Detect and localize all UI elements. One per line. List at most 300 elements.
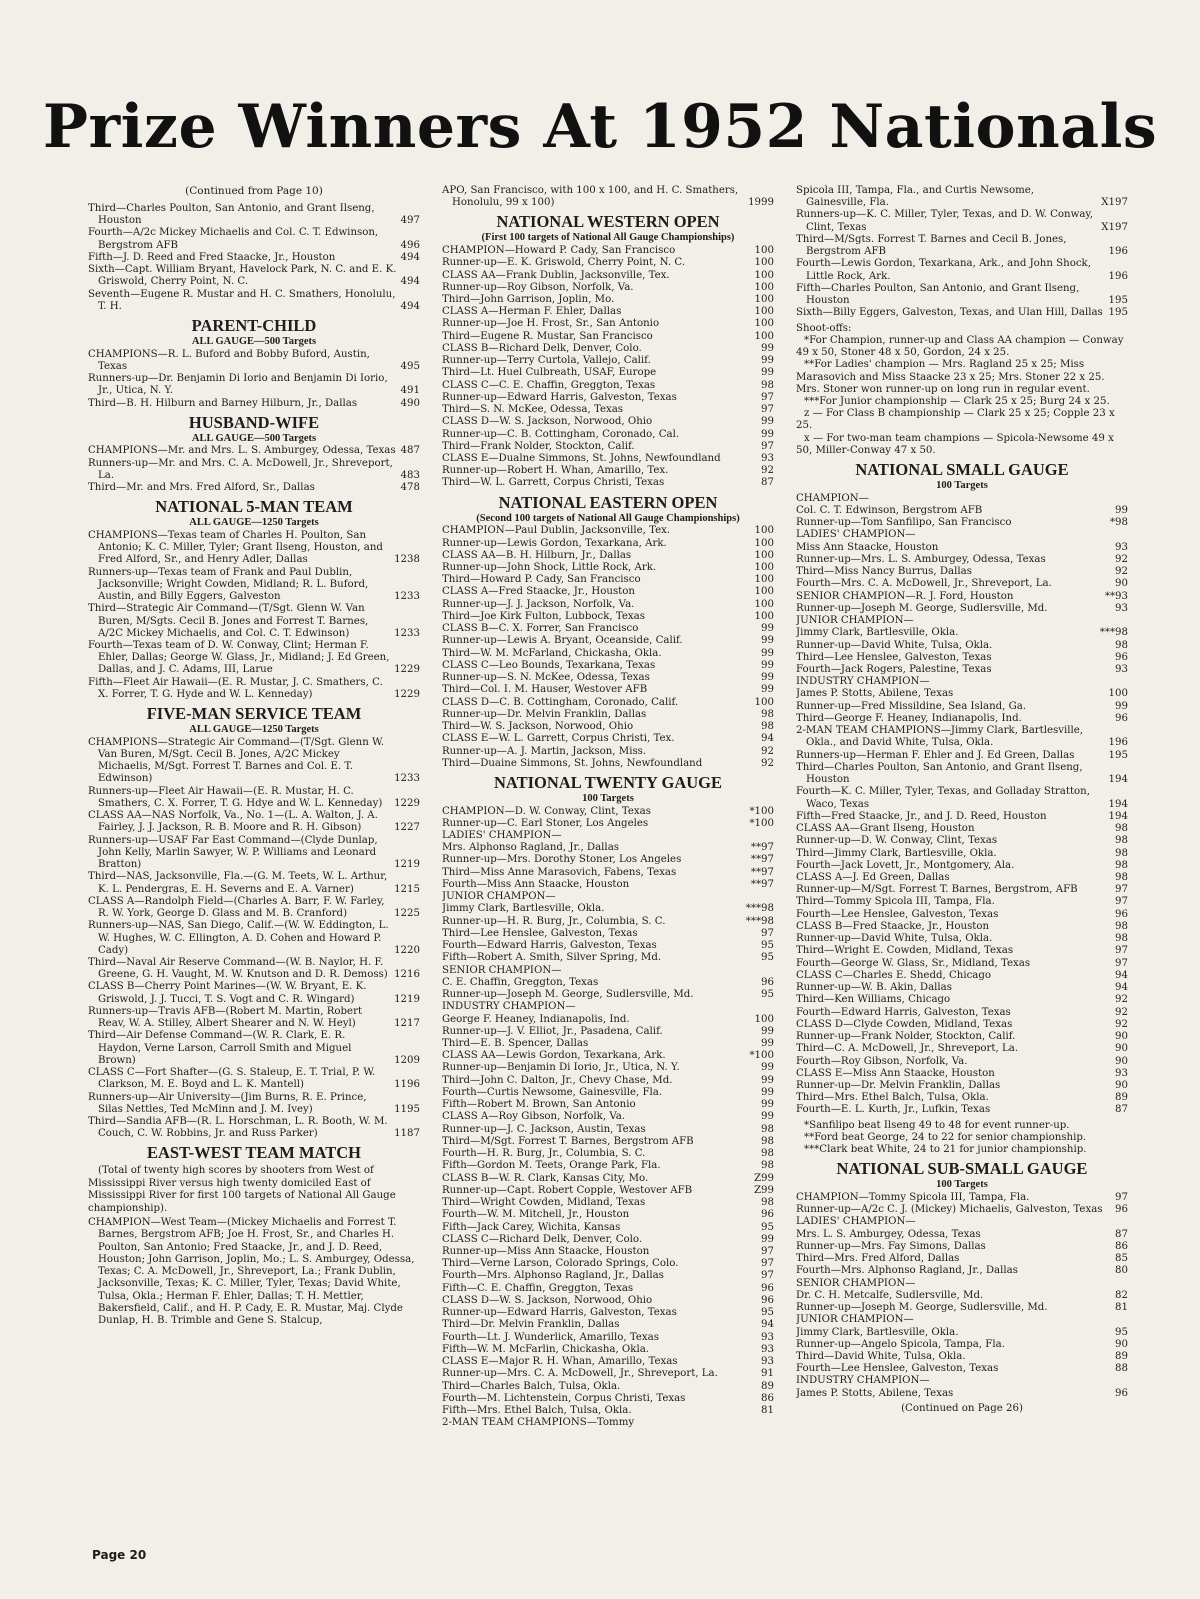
result-score: 494 (400, 300, 420, 312)
result-row (796, 1229, 1128, 1241)
result-text: Spicola III, Tampa, Fla., and Curtis Newsome, Gainesville, Fla. (796, 185, 1035, 209)
result-score: 99 (761, 342, 774, 354)
results-section (796, 1160, 1128, 1400)
result-text: Fifth—Fred Staacke, Jr., and J. D. Reed, Houston (796, 810, 1047, 822)
page-number: Page 20 (92, 1548, 147, 1562)
result-row (796, 701, 1128, 713)
result-text: CLASS A—Fred Staacke, Jr., Houston (442, 586, 635, 598)
result-text: Third—Mrs. Ethel Balch, Tulsa, Okla. (796, 1092, 989, 1104)
result-score: 97 (761, 391, 774, 403)
result-score: 195 (1108, 295, 1128, 307)
result-text: CLASS D—C. B. Cottingham, Coronado, Calif. (442, 696, 679, 708)
result-text: JUNIOR CHAMPON— (442, 891, 556, 903)
result-text: Runner-up—J. C. Jackson, Austin, Texas (442, 1123, 646, 1135)
result-text: Fourth—Roy Gibson, Norfolk, Va. (796, 1055, 968, 1067)
result-row (442, 818, 774, 830)
result-score: 99 (761, 672, 774, 684)
result-row (796, 1327, 1128, 1339)
result-score: 80 (1115, 1265, 1128, 1277)
result-score: 97 (761, 440, 774, 452)
result-row (88, 1217, 420, 1327)
result-row (442, 1295, 774, 1307)
result-score: Z99 (753, 1172, 774, 1184)
result-score: 92 (761, 745, 774, 757)
result-text: Runner-up—Edward Harris, Galveston, Texas (442, 391, 677, 403)
result-score: 94 (761, 1319, 774, 1331)
result-row (796, 1068, 1128, 1080)
result-row (796, 970, 1128, 982)
result-row (88, 398, 420, 410)
result-text: Fifth—J. D. Reed and Fred Staacke, Jr., Houston (88, 251, 336, 263)
result-text: Fifth—Charles Poulton, San Antonio, and Grant Ilseng, Houston (796, 282, 1080, 307)
result-row (88, 640, 420, 677)
result-row (442, 525, 774, 537)
result-score: 99 (761, 659, 774, 671)
result-row (442, 940, 774, 952)
result-text: Runner-up—Benjamin Di Iorio, Jr., Utica, N. Y. (442, 1062, 680, 1074)
result-score: 1238 (394, 554, 420, 566)
result-score: 90 (1115, 578, 1128, 590)
result-text: CLASS C—C. E. Chaffin, Greggton, Texas (442, 379, 656, 391)
result-row (88, 373, 420, 397)
footnote: ***For Junior championship — Clark 25 x 25; Burg 24 x 25. (804, 395, 1110, 407)
result-score: 1225 (394, 908, 420, 920)
result-score: 95 (761, 989, 774, 1001)
footnote: *Sanfilipo beat Ilseng 49 to 48 for event runner-up. (804, 1119, 1070, 1131)
result-text: Fourth—Curtis Newsome, Gainesville, Fla. (442, 1086, 663, 1098)
result-text: Runner-up—Mrs. Dorothy Stoner, Los Angeles (442, 854, 682, 866)
continuation-note: (Continued on Page 26) (901, 1402, 1023, 1414)
result-row (796, 1007, 1128, 1019)
result-score: 194 (1108, 774, 1128, 786)
result-row (442, 538, 774, 550)
result-score: 93 (1115, 1067, 1128, 1079)
result-score: 98 (1115, 823, 1128, 835)
result-row (88, 530, 420, 567)
result-score: 1229 (394, 664, 420, 676)
result-row (442, 1111, 774, 1123)
result-score: 87 (1115, 1104, 1128, 1116)
result-text: CLASS C—Leo Bounds, Texarkana, Texas (442, 659, 656, 671)
result-row (88, 482, 420, 494)
result-score: 195 (1108, 307, 1128, 319)
result-score: 90 (1115, 1031, 1128, 1043)
result-row (442, 1405, 774, 1417)
result-row (796, 982, 1128, 994)
result-score: 100 (754, 561, 774, 573)
result-score: 483 (400, 469, 420, 481)
result-score: 97 (1115, 945, 1128, 957)
result-score: 100 (754, 257, 774, 269)
result-score: 96 (1115, 908, 1128, 920)
result-score: 99 (1115, 700, 1128, 712)
results-section (796, 461, 1128, 1117)
footnote: *For Champion, runner-up and Class AA champion — Conway 49 x 50, Stoner 48 x 50, Gordon, 24 x 25. (796, 334, 1124, 359)
result-text: Fourth—Texas team of D. W. Conway, Clint; Herman F. Ehler, Dallas; George W. Glass, Jr., Midland; J. Ed Green, Dallas, and J. C. Adams, III, Larue (88, 640, 390, 676)
result-text: Third—Ken Williams, Chicago (796, 994, 951, 1006)
result-text: Mrs. L. S. Amburgey, Odessa, Texas (796, 1228, 981, 1240)
result-score: 100 (754, 281, 774, 293)
result-text: Fifth—Jack Carey, Wichita, Kansas (442, 1221, 621, 1233)
result-row (796, 627, 1128, 639)
result-row (796, 1019, 1128, 1031)
result-text: Third—Miss Anne Marasovich, Fabens, Texas (442, 866, 677, 878)
result-row (442, 294, 774, 306)
result-score: 100 (754, 610, 774, 622)
result-row (796, 1290, 1128, 1302)
result-text: Third—Air Defense Command—(W. R. Clark, E. R. Haydon, Verne Larson, Carroll Smith and Miguel Brown) (88, 1030, 352, 1066)
result-row (442, 477, 774, 489)
result-score: 95 (761, 1307, 774, 1319)
result-score: 81 (1115, 1302, 1128, 1314)
result-score: 96 (761, 976, 774, 988)
result-text: Runners-up—USAF Far East Command—(Clyde Dunlap, John Kelly, Marlin Sawyer, W. P. Williams and Leonard Bratton) (88, 834, 378, 871)
result-text: Third—John Garrison, Joplin, Mo. (442, 293, 615, 305)
result-text: Runner-up—Fred Missildine, Sea Island, Ga. (796, 700, 1027, 712)
result-text: CLASS C—Charles E. Shedd, Chicago (796, 969, 992, 981)
result-text: Third—Lee Henslee, Galveston, Texas (442, 927, 638, 939)
result-row (796, 517, 1128, 529)
result-text: Third—Mrs. Fred Alford, Dallas (796, 1253, 960, 1265)
result-score: 81 (761, 1405, 774, 1417)
result-row (442, 1026, 774, 1038)
result-text: Third—David White, Tulsa, Okla. (796, 1350, 966, 1362)
result-text: Third—Miss Nancy Burrus, Dallas (796, 566, 972, 578)
result-text: CLASS AA—Frank Dublin, Jacksonville, Tex. (442, 269, 670, 281)
result-score: 93 (1115, 541, 1128, 553)
result-score: 1229 (394, 797, 420, 809)
result-row (796, 1375, 1128, 1387)
result-row (796, 994, 1128, 1006)
result-score: X197 (1101, 197, 1128, 209)
result-text: Third—E. B. Spencer, Dallas (442, 1037, 589, 1049)
result-score: 99 (761, 623, 774, 635)
section-heading: NATIONAL SMALL GAUGE (855, 460, 1069, 480)
result-row (796, 1031, 1128, 1043)
result-score: 100 (754, 245, 774, 257)
result-row (442, 1160, 774, 1172)
result-text: INDUSTRY CHAMPION— (442, 1001, 576, 1013)
result-text: Fourth—Miss Ann Staacke, Houston (442, 878, 630, 890)
result-row (796, 676, 1128, 688)
result-text: CHAMPIONS—Mr. and Mrs. L. S. Amburgey, Odessa, Texas (88, 445, 396, 457)
result-row (442, 879, 774, 891)
result-row (796, 554, 1128, 566)
result-row (796, 542, 1128, 554)
result-text: Runner-up—A. J. Martin, Jackson, Miss. (442, 745, 647, 757)
result-row (88, 896, 420, 920)
result-text: Runner-up—Angelo Spicola, Tampa, Fla. (796, 1338, 1005, 1350)
result-score: 98 (761, 1135, 774, 1147)
result-text: Fourth—Edward Harris, Galveston, Texas (442, 940, 657, 952)
result-text: Fourth—Lt. J. Wunderlick, Amarillo, Texas (442, 1331, 659, 1343)
result-score: 99 (761, 647, 774, 659)
result-text: Runners-up—Mr. and Mrs. C. A. McDowell, Jr., Shreveport, La. (88, 457, 393, 481)
section-heading: NATIONAL TWENTY GAUGE (494, 772, 722, 792)
section-subheading: ALL GAUGE—1250 Targets (189, 724, 319, 736)
result-text: Third—Sandia AFB—(R. L. Horschman, L. R. Booth, W. M. Couch, C. W. Robbins, Jr. and Russ Parker) (88, 1116, 388, 1140)
result-text: Third—Wright E. Cowden, Midland, Texas (796, 945, 1014, 957)
result-row (442, 550, 774, 562)
column-1 (88, 182, 420, 1567)
result-row (442, 1270, 774, 1282)
result-score: 94 (761, 733, 774, 745)
result-score: 97 (1115, 896, 1128, 908)
result-score: X197 (1101, 221, 1128, 233)
result-score: 100 (1108, 688, 1128, 700)
result-row (88, 458, 420, 482)
result-row (88, 810, 420, 834)
result-text: Runner-up—John Shock, Little Rock, Ark. (442, 561, 657, 573)
section-heading: NATIONAL 5-MAN TEAM (155, 497, 353, 517)
result-score: 100 (754, 696, 774, 708)
result-row (442, 1417, 774, 1429)
result-score: 92 (761, 757, 774, 769)
result-score: 90 (1115, 1338, 1128, 1350)
result-row (88, 1030, 420, 1067)
result-row (88, 289, 420, 313)
result-text: Runner-up—David White, Tulsa, Okla. (796, 933, 993, 945)
result-row (796, 283, 1128, 307)
result-row (442, 282, 774, 294)
result-score: 100 (754, 574, 774, 586)
result-row (88, 871, 420, 895)
result-score: 491 (400, 385, 420, 397)
result-score: 99 (761, 1111, 774, 1123)
result-text: Runner-up—E. K. Griswold, Cherry Point, N. C. (442, 257, 686, 269)
result-text: Fourth—A/2c Mickey Michaelis and Col. C. T. Edwinson, Bergstrom AFB (88, 227, 379, 251)
section-subheading: ALL GAUGE—500 Targets (191, 432, 317, 444)
result-row (442, 928, 774, 940)
result-text: SENIOR CHAMPION—R. J. Ford, Houston (796, 590, 1014, 602)
result-score: 93 (761, 1343, 774, 1355)
result-text: Third—NAS, Jacksonville, Fla.—(G. M. Teets, W. L. Arthur, K. L. Pendergras, E. H. Severns and E. A. Varner) (88, 871, 388, 895)
result-score: 497 (400, 215, 420, 227)
result-text: Runner-up—Terry Curtola, Vallejo, Calif. (442, 355, 651, 367)
result-row (442, 1307, 774, 1319)
result-row (442, 1209, 774, 1221)
result-score: 99 (761, 428, 774, 440)
result-score: 1217 (394, 1018, 420, 1030)
result-score: 100 (754, 549, 774, 561)
result-score: 98 (1115, 835, 1128, 847)
result-row (442, 1283, 774, 1295)
article-columns (88, 182, 1128, 1567)
result-text: Fourth—Mrs. C. A. McDowell, Jr., Shreveport, La. (796, 578, 1052, 590)
column-3 (796, 182, 1128, 1567)
result-score: 99 (761, 635, 774, 647)
result-score: 196 (1108, 737, 1128, 749)
result-row (442, 854, 774, 866)
result-row (442, 1246, 774, 1258)
result-row (796, 860, 1128, 872)
result-row (796, 1339, 1128, 1351)
results-section (88, 498, 420, 701)
result-text: Third—Frank Nolder, Stockton, Calif. (442, 440, 635, 452)
result-row (796, 786, 1128, 810)
result-row (442, 380, 774, 392)
result-row (442, 952, 774, 964)
result-text: Runner-up—David White, Tulsa, Okla. (796, 639, 993, 651)
result-score: 96 (761, 1282, 774, 1294)
result-row (442, 355, 774, 367)
result-text: LADIES' CHAMPION— (796, 1216, 916, 1228)
result-score: 1999 (748, 197, 774, 209)
result-score: 95 (761, 1221, 774, 1233)
result-row (88, 349, 420, 373)
result-text: CLASS AA—B. H. Hilburn, Jr., Dallas (442, 549, 632, 561)
result-score: 1233 (394, 773, 420, 785)
result-row (442, 392, 774, 404)
results-section (796, 323, 1128, 458)
result-score: 100 (754, 269, 774, 281)
result-row (442, 867, 774, 879)
result-score: 1187 (394, 1128, 420, 1140)
result-text: Seventh—Eugene R. Mustar and H. C. Smathers, Honolulu, T. H. (88, 288, 396, 312)
result-text: Third—B. H. Hilburn and Barney Hilburn, Jr., Dallas (88, 397, 358, 409)
column-2 (442, 182, 774, 1567)
result-row (796, 884, 1128, 896)
result-row (88, 603, 420, 640)
result-row (442, 1075, 774, 1087)
result-score: 99 (761, 684, 774, 696)
result-text: CLASS B—W. R. Clark, Kansas City, Mo. (442, 1172, 649, 1184)
result-row (796, 811, 1128, 823)
section-heading: NATIONAL SUB-SMALL GAUGE (836, 1159, 1088, 1179)
result-score: 92 (761, 465, 774, 477)
result-text: CLASS A—Herman F. Ehler, Dallas (442, 306, 622, 318)
result-score: 87 (761, 477, 774, 489)
result-text: Third—W. M. McFarland, Chickasha, Okla. (442, 647, 662, 659)
result-text: Fourth—W. M. Mitchell, Jr., Houston (442, 1209, 630, 1221)
result-score: 99 (761, 416, 774, 428)
result-text: Runners-up—Dr. Benjamin Di Iorio and Benjamin Di Iorio, Jr., Utica, N. Y. (88, 373, 388, 397)
result-score: 100 (754, 537, 774, 549)
result-row (88, 981, 420, 1005)
result-score: 90 (1115, 1079, 1128, 1091)
result-text: Runner-up—S. N. McKee, Odessa, Texas (442, 672, 650, 684)
result-score: 99 (1115, 504, 1128, 516)
result-score: 86 (1115, 1240, 1128, 1252)
result-text: Runner-up—W. B. Akin, Dallas (796, 982, 952, 994)
result-text: Third—S. N. McKee, Odessa, Texas (442, 404, 624, 416)
section-heading: PARENT-CHILD (191, 316, 317, 336)
result-text: Third—C. A. McDowell, Jr., Shreveport, La. (796, 1043, 1019, 1055)
result-score: 97 (761, 1245, 774, 1257)
result-row (442, 1356, 774, 1368)
result-text: Runner-up—Edward Harris, Galveston, Texas (442, 1307, 677, 1319)
result-row (796, 1092, 1128, 1104)
results-section (88, 317, 420, 410)
result-score: **97 (750, 842, 774, 854)
result-score: 1215 (394, 883, 420, 895)
section-subheading: ALL GAUGE—1250 Targets (189, 517, 319, 529)
result-text: Runners-up—Air University—(Jim Burns, R. E. Prince, Silas Nettles, Ted McMinn and J. M. Ivey) (88, 1091, 367, 1115)
result-text: CLASS C—Fort Shafter—(G. S. Staleup, E. T. Trial, P. W. Clarkson, M. E. Boyd and L. K. Mantell) (88, 1067, 376, 1091)
result-row (442, 416, 774, 428)
results-section (796, 185, 1128, 320)
result-text: Fifth—C. E. Chaffin, Greggton, Texas (442, 1282, 634, 1294)
result-row (796, 1278, 1128, 1290)
result-row (442, 891, 774, 903)
result-text: CHAMPION—West Team—(Mickey Michaelis and Forrest T. Barnes, Bergstrom AFB; Joe H. Frost, Sr., and Charles H. Poulton, San Antonio; Fred Staacke, Jr., and J. D. Reed, Houston; John Garrison, Joplin, Mo.; L. S. Amburgey, Odessa, Texas; C. A. McDowell, Jr., Shreveport, La.; Frank Dublin, Jacksonville, Texas; K. C. Miller, Tyler, Texas; David White, Tulsa, Okla.; Herman F. Ehler, Dallas; T. H. Mettler, Bakersfield, Calif., and H. P. Cady, E. R. Mustar, Maj. Clyde Dunlap, H. B. Trimble and Gene S. Stalcup, (88, 1217, 415, 1327)
result-text: Runner-up—Joseph M. George, Sudlersville, Md. (796, 1302, 1048, 1314)
result-row (442, 746, 774, 758)
result-text: Fourth—Jack Rogers, Palestine, Texas (796, 664, 992, 675)
result-row (442, 343, 774, 355)
result-score: 196 (1108, 246, 1128, 258)
result-score: 478 (400, 482, 420, 494)
result-text: Runner-up—M/Sgt. Forrest T. Barnes, Bergstrom, AFB (796, 884, 1078, 896)
result-score: 94 (1115, 969, 1128, 981)
result-text: Third—Mr. and Mrs. Fred Alford, Sr., Dallas (88, 482, 315, 494)
result-score: 82 (1115, 1289, 1128, 1301)
result-score: 99 (761, 1086, 774, 1098)
result-score: 98 (1115, 871, 1128, 883)
results-section (88, 1144, 420, 1327)
section-subheading: ALL GAUGE—500 Targets (191, 336, 317, 348)
result-row (442, 611, 774, 623)
result-row (796, 1314, 1128, 1326)
result-row (442, 1087, 774, 1099)
result-row (796, 505, 1128, 517)
result-text: CLASS A—Randolph Field—(Charles A. Barr, F. W. Farley, R. W. York, George D. Glass and M. B. Cranford) (88, 895, 385, 920)
result-text: Runner-up—Mrs. Fay Simons, Dallas (796, 1240, 986, 1252)
result-row (442, 245, 774, 257)
result-score: 99 (761, 367, 774, 379)
result-text: Runners-up—K. C. Miller, Tyler, Texas, and D. W. Conway, Clint, Texas (796, 209, 1094, 233)
result-row (442, 1319, 774, 1331)
result-score: 96 (761, 1209, 774, 1221)
result-row (442, 635, 774, 647)
result-score: 99 (761, 1074, 774, 1086)
result-score: 490 (400, 397, 420, 409)
result-score: 95 (1115, 1326, 1128, 1338)
result-row (796, 725, 1128, 749)
result-row (442, 270, 774, 282)
result-text: Third—Duaine Simmons, St. Johns, Newfoundland (442, 757, 703, 769)
result-text: JUNIOR CHAMPION— (796, 1314, 914, 1326)
result-score: 96 (1115, 1204, 1128, 1216)
result-score: 1233 (394, 591, 420, 603)
section-subheading: (First 100 targets of National All Gauge Championships) (481, 232, 735, 244)
result-score: 98 (761, 379, 774, 391)
result-score: 98 (761, 721, 774, 733)
result-row (442, 586, 774, 598)
result-text: CLASS AA—Grant Ilseng, Houston (796, 823, 975, 835)
result-score: 1196 (394, 1079, 420, 1091)
result-text: SENIOR CHAMPION— (796, 1277, 916, 1289)
result-text: Fourth—George W. Glass, Sr., Midland, Texas (796, 957, 1031, 969)
result-text: Col. C. T. Edwinson, Bergstrom AFB (796, 504, 983, 516)
result-row (88, 203, 420, 227)
result-row (442, 1050, 774, 1062)
result-score: 98 (1115, 920, 1128, 932)
result-score: 495 (400, 360, 420, 372)
result-row (442, 429, 774, 441)
result-text: Fifth—Mrs. Ethel Balch, Tulsa, Okla. (442, 1405, 632, 1417)
result-score: 1227 (394, 822, 420, 834)
result-row (796, 591, 1128, 603)
result-score: 194 (1108, 810, 1128, 822)
result-text: Third—W. S. Jackson, Norwood, Ohio (442, 721, 634, 733)
result-score: 494 (400, 251, 420, 263)
result-score: 98 (1115, 859, 1128, 871)
result-text: Third—Charles Poulton, San Antonio, and Grant Ilseng, Houston (796, 761, 1083, 786)
continuation-note: (Continued from Page 10) (185, 185, 323, 197)
result-row (442, 648, 774, 660)
result-text: Runners-up—Travis AFB—(Robert M. Martin, Robert Reav, W. A. Stilley, Albert Shearer and N. W. Heyl) (88, 1005, 363, 1030)
